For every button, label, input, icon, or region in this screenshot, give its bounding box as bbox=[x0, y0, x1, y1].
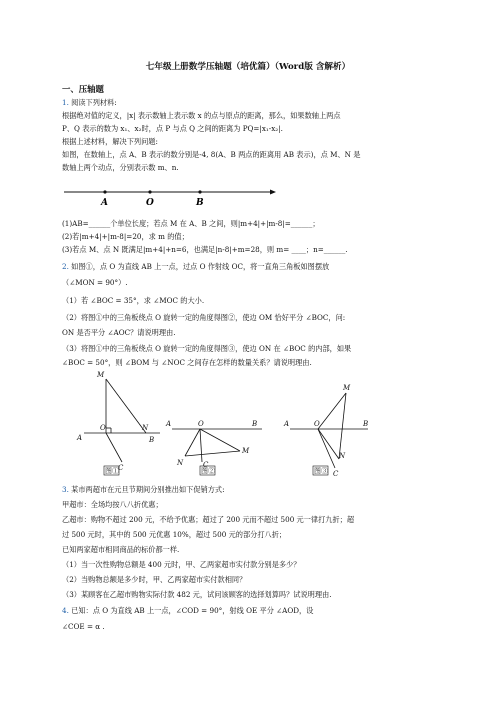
fig1-label-m: M bbox=[97, 371, 105, 379]
point-a-dot bbox=[103, 190, 106, 193]
q3-text-5: 已知两家超市相同商品的标价都一样. bbox=[62, 545, 180, 554]
fig2-label-m: M bbox=[242, 447, 250, 455]
q4-line-1 bbox=[62, 606, 313, 615]
fig1-label-a: A bbox=[77, 434, 83, 442]
q4-number: 4. bbox=[62, 606, 69, 615]
fig2-label-n: N bbox=[177, 459, 184, 467]
q3-text-1: 某市两超市在元旦节期间分别推出如下促销方式: bbox=[71, 485, 225, 494]
point-b-dot bbox=[198, 190, 201, 193]
q1-text-2: P、Q 表示的数为 x₁、x₂时，点 P 与点 Q 之间的距离为 PQ=|x₁-x₂|. bbox=[62, 124, 283, 133]
q2-line-1 bbox=[62, 262, 329, 271]
fig2-label-a: A bbox=[166, 420, 172, 428]
number-line-figure bbox=[64, 190, 276, 209]
q1-text-3: 根据上述材料，解决下列问题: bbox=[62, 137, 158, 146]
q1-intro: 阅读下列材料: bbox=[71, 98, 117, 107]
q2-part-2a: （2）将图①中的三角板绕点 O 旋转一定的角度得图②，使边 OM 恰好平分 ∠BOC，问: bbox=[62, 313, 346, 322]
q3-part-2: （2）当购物总额是多少时，甲、乙两家超市实付款相同？ bbox=[62, 575, 247, 584]
page-title: 七年级上册数学压轴题（培优篇）（Word版 含解析） bbox=[145, 62, 351, 72]
fig1-label-b: B bbox=[149, 436, 155, 444]
fig3-caption: 图③ bbox=[314, 467, 328, 475]
q1-text-1: 根据绝对值的定义，|x| 表示数轴上表示数 x 的点与原点的距离，那么，如果数轴上两点 bbox=[62, 111, 341, 120]
fig2-label-o: O bbox=[198, 420, 204, 428]
figure-1 bbox=[84, 379, 160, 462]
q3-text-2: 甲超市：全场均按八八折优惠； bbox=[62, 500, 163, 509]
point-o-dot bbox=[148, 190, 151, 193]
q1-text-4: 如图，在数轴上，点 A、B 表示的数分别是-4, 8(A、B 两点的距离用 AB 表示)，点 M、N 是 bbox=[62, 150, 361, 159]
q3-line-1 bbox=[62, 485, 225, 494]
q2-part-2b: ON 是否平分 ∠AOC？请说明理由. bbox=[62, 328, 176, 337]
fig3-label-o: O bbox=[314, 420, 320, 428]
fig3-label-b: B bbox=[363, 420, 369, 428]
fig2-caption: 图② bbox=[201, 467, 215, 475]
label-a: A bbox=[101, 198, 108, 208]
q3-number: 3. bbox=[62, 485, 69, 494]
fig3-label-c: C bbox=[333, 470, 339, 478]
q4-text-2: ∠COE = α . bbox=[62, 622, 105, 631]
q4-text-1: 已知：点 O 为直线 AB 上一点，∠COD = 90°，射线 OE 平分 ∠AOD，设 bbox=[71, 606, 314, 615]
fig1-caption: 图① bbox=[105, 467, 119, 475]
q3-part-3: （3）某顾客在乙超市购物实际付款 482 元，试问该顾客的选择划算吗？试说明理由. bbox=[62, 590, 332, 599]
q2-text-2: （∠MON = 90°）. bbox=[62, 278, 128, 287]
fig3-label-n: N bbox=[339, 452, 346, 460]
label-o: O bbox=[146, 198, 154, 208]
q3-text-4: 过 500 元时，其中的 500 元优惠 10%，超过 500 元的部分打八折； bbox=[62, 530, 287, 539]
fig3-label-a: A bbox=[284, 420, 290, 428]
q2-part-3a: （3）将图①中的三角板绕点 O 旋转一定的角度得图③，使边 ON 在 ∠BOC 的内部，如果 bbox=[62, 344, 352, 353]
q1-number: 1. bbox=[62, 98, 69, 107]
fig1-label-o: O bbox=[100, 424, 106, 432]
q1-part-3: (3)若点 M、点 N 既满足|m+4|+n=6，也满足|n-8|+m=28，则 m= ____；n=______. bbox=[62, 245, 348, 254]
fig1-label-c: C bbox=[118, 464, 124, 472]
q3-part-1: （1）当一次性购物总额是 400 元时，甲、乙两家超市实付款分别是多少？ bbox=[62, 560, 301, 569]
q2-text-1: 如图①，点 O 为直线 AB 上一点，过点 O 作射线 OC，将一直角三角板如图摆放 bbox=[71, 262, 330, 271]
q2-number: 2. bbox=[62, 262, 69, 271]
label-b: B bbox=[196, 198, 204, 208]
q1-part-1: (1)AB=______个单位长度；若点 M 在 A、B 之间，则|m+4|+|m-8|=______； bbox=[62, 219, 320, 228]
q1-part-2: (2)若|m+4|+|m-8|=20，求 m 的值； bbox=[62, 232, 189, 241]
section-heading: 一、压轴题 bbox=[62, 84, 104, 94]
q2-part-3b: ∠BOC = 50°，则 ∠BOM 与 ∠NOC 之间存在怎样的数量关系？请说明理由. bbox=[62, 358, 312, 367]
figure-3 bbox=[290, 393, 368, 468]
fig2-label-c: C bbox=[203, 461, 209, 469]
fig1-label-n: N bbox=[142, 424, 149, 432]
q1-text-5: 数轴上两个动点，分别表示数 m、n. bbox=[62, 163, 179, 172]
q2-part-1: （1）若 ∠BOC = 35°，求 ∠MOC 的大小. bbox=[62, 296, 205, 305]
q3-text-3: 乙超市：购物不超过 200 元，不给予优惠；超过了 200 元而不超过 500 元一律打九折；超 bbox=[62, 515, 355, 524]
fig2-label-b: B bbox=[252, 420, 258, 428]
fig3-label-m: M bbox=[343, 384, 351, 392]
figure-2 bbox=[172, 429, 262, 462]
